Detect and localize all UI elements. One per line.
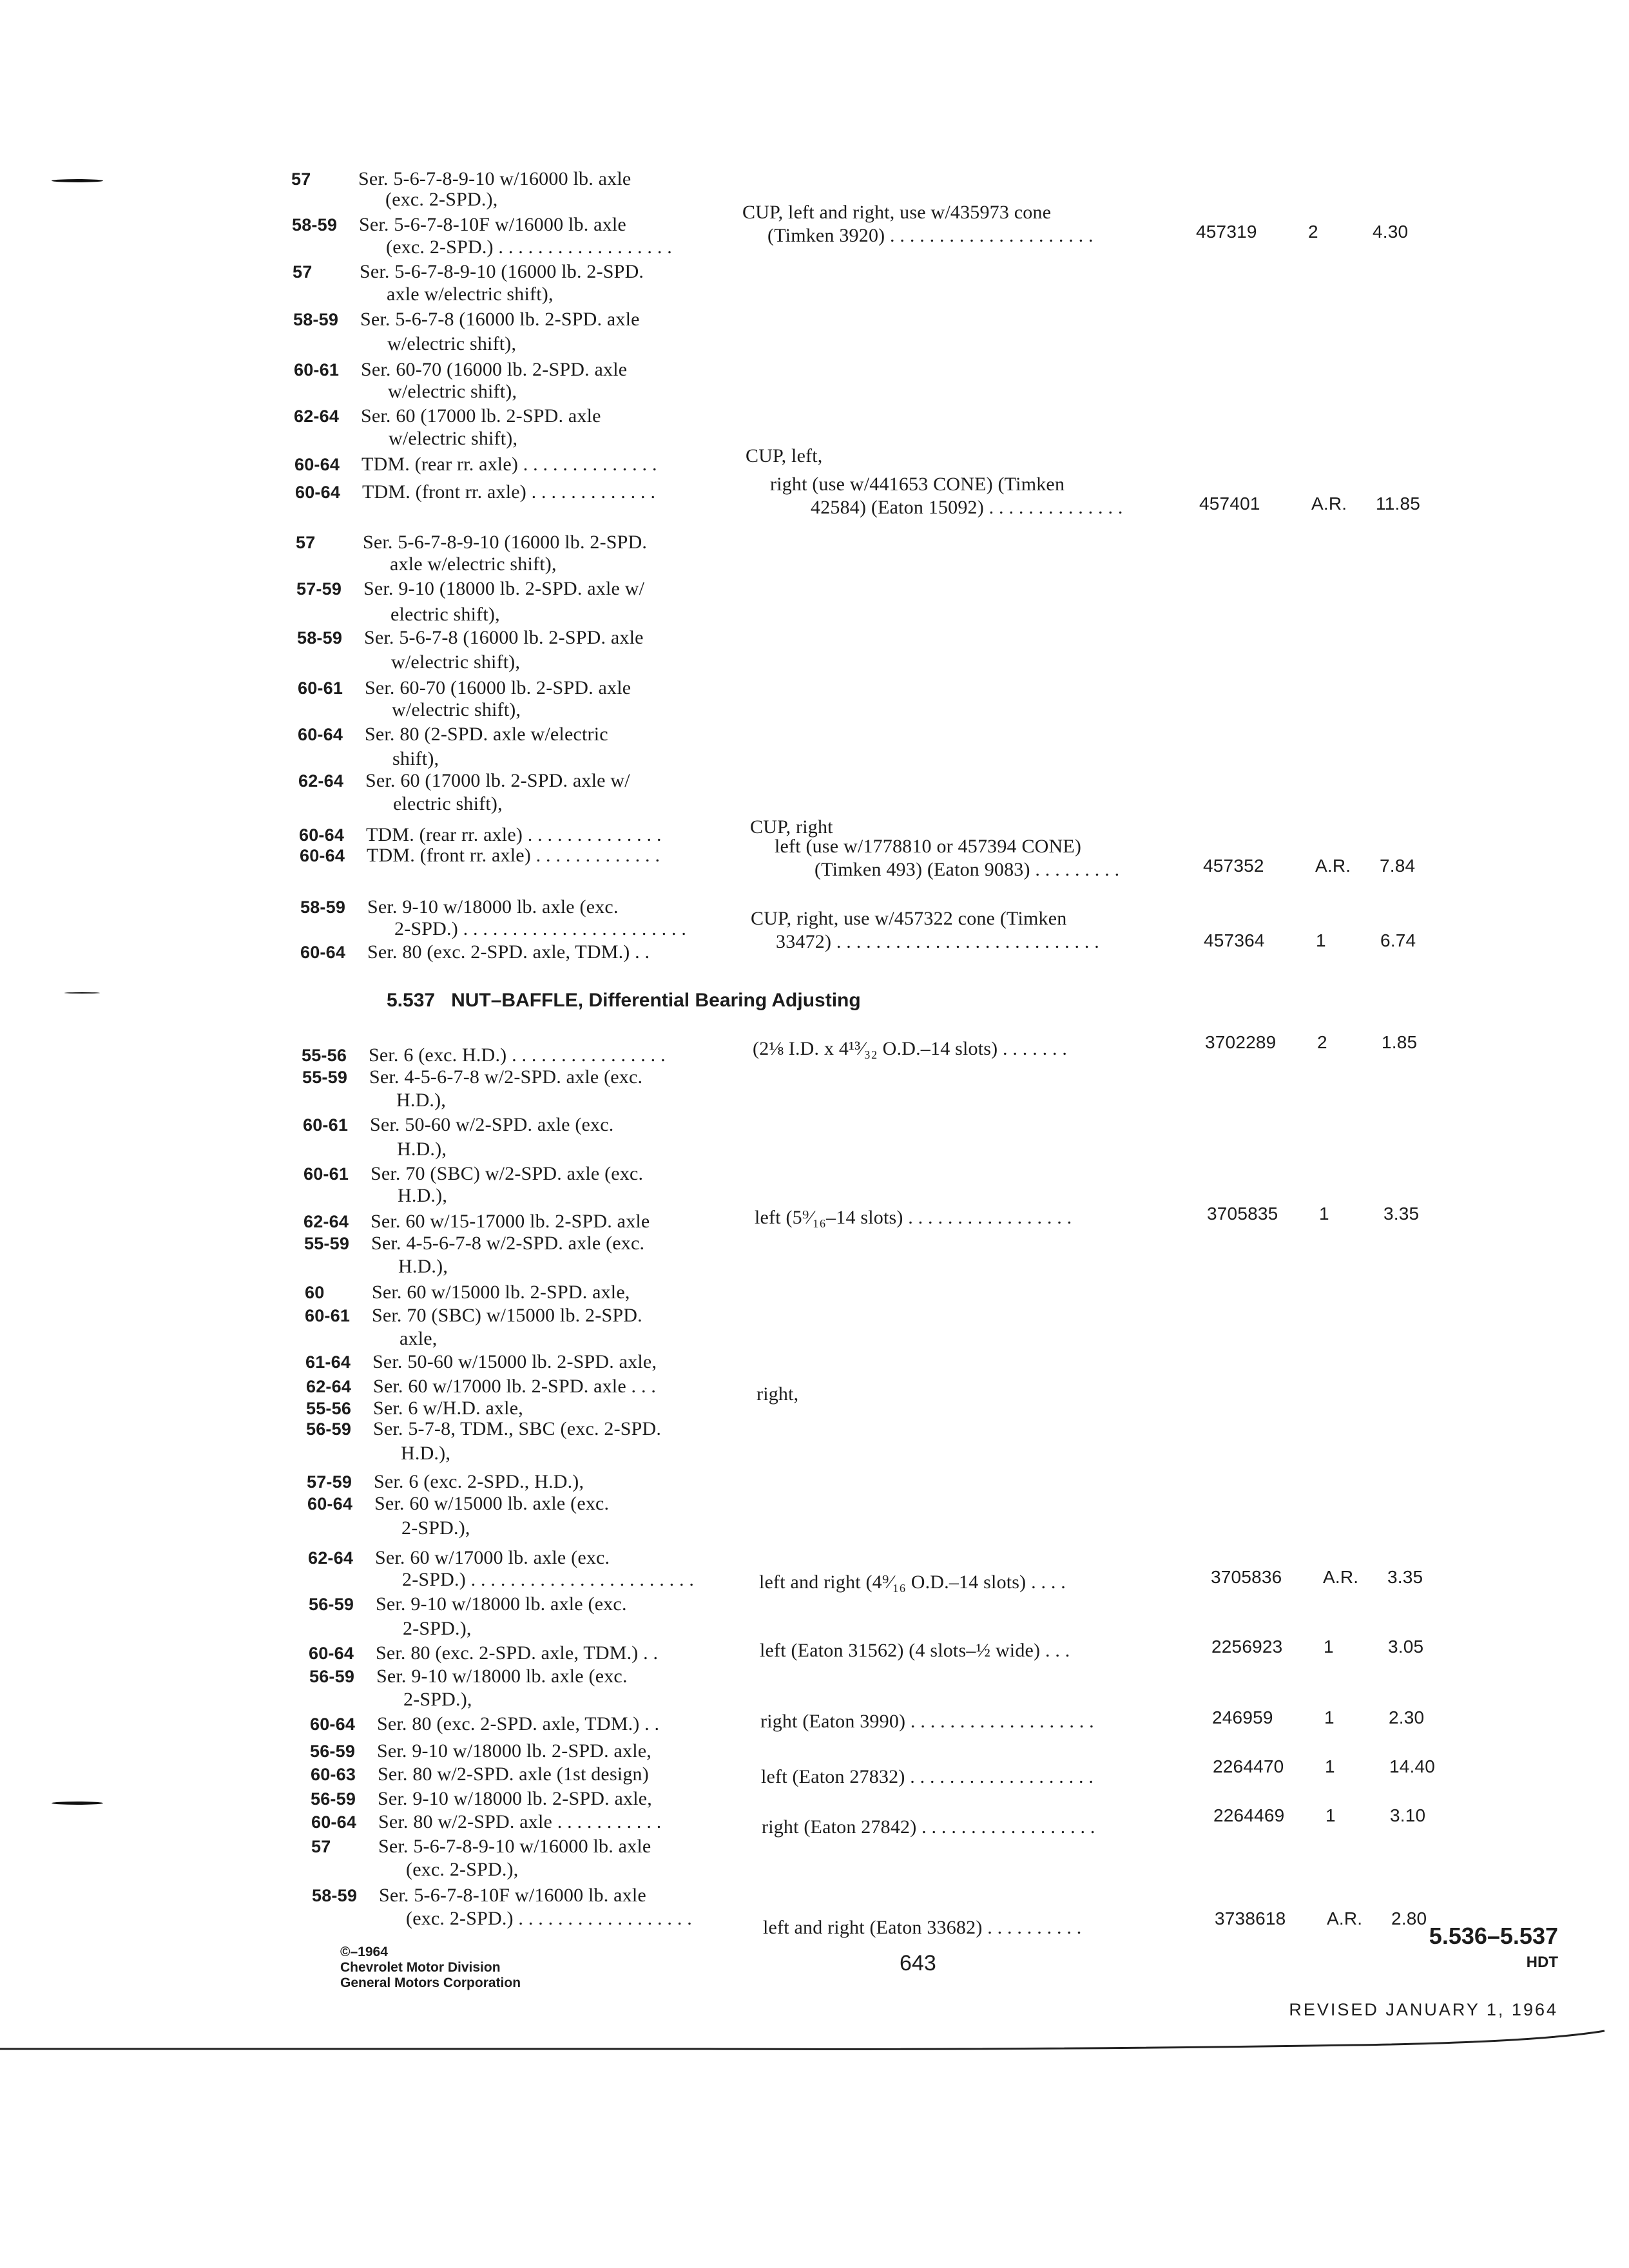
part-description: 42584) (Eaton 15092) . . . . . . . . . . . . . . — [811, 497, 1123, 518]
application-text: Ser. 9-10 w/18000 lb. 2-SPD. axle, — [378, 1788, 652, 1809]
application-text: 2-SPD.), — [403, 1618, 472, 1639]
application-text: Ser. 70 (SBC) w/2-SPD. axle (exc. — [371, 1163, 644, 1184]
application-text: Ser. 60 w/15000 lb. 2-SPD. axle, — [372, 1282, 630, 1303]
application-text: w/electric shift), — [392, 699, 521, 720]
application-text: Ser. 80 (2-SPD. axle w/electric — [365, 724, 608, 745]
price: 3.10 — [1390, 1805, 1426, 1825]
application-text: Ser. 60 w/15-17000 lb. 2-SPD. axle — [371, 1211, 650, 1232]
application-text: Ser. 9-10 w/18000 lb. axle (exc. — [376, 1666, 628, 1687]
quantity: 1 — [1316, 930, 1326, 950]
part-description: CUP, left, — [746, 445, 823, 466]
part-number: 3705835 — [1207, 1204, 1278, 1224]
application-text: Ser. 6 w/H.D. axle, — [373, 1398, 523, 1419]
part-description: right (Eaton 3990) . . . . . . . . . . . . . . . . . . . — [760, 1711, 1094, 1732]
model-years: 56-59 — [310, 1742, 356, 1761]
part-number: 3738618 — [1215, 1908, 1286, 1928]
model-years: 57-59 — [296, 579, 342, 599]
part-number: 457401 — [1199, 494, 1260, 514]
price: 2.30 — [1389, 1707, 1425, 1727]
application-text: shift), — [392, 748, 439, 769]
application-text: Ser. 80 (exc. 2-SPD. axle, TDM.) . . — [376, 1642, 659, 1664]
application-text: (exc. 2-SPD.), — [385, 189, 498, 210]
model-years: 60-61 — [304, 1164, 349, 1184]
quantity: A.R. — [1327, 1908, 1363, 1928]
part-description: right (use w/441653 CONE) (Timken — [770, 474, 1065, 495]
part-description: left (5⁹⁄₁₆–14 slots) . . . . . . . . . . . . . . . . . — [755, 1207, 1072, 1228]
application-text: Ser. 9-10 (18000 lb. 2-SPD. axle w/ — [363, 578, 645, 599]
model-years: 58-59 — [300, 898, 346, 917]
model-years: 60-64 — [295, 483, 341, 502]
application-text: H.D.), — [396, 1090, 447, 1111]
application-text: Ser. 5-6-7-8-9-10 w/16000 lb. axle — [358, 168, 631, 189]
application-text: 2-SPD.) . . . . . . . . . . . . . . . . . . . . . . . — [402, 1569, 695, 1590]
application-text: Ser. 9-10 w/18000 lb. axle (exc. — [376, 1593, 627, 1615]
model-years: 60-64 — [310, 1715, 356, 1734]
model-years: 58-59 — [297, 628, 343, 648]
model-years: 60-64 — [309, 1644, 354, 1663]
part-description: left (use w/1778810 or 457394 CONE) — [775, 836, 1082, 857]
quantity: 2 — [1317, 1032, 1327, 1052]
application-text: electric shift), — [390, 604, 500, 625]
part-description: left and right (4⁹⁄₁₆ O.D.–14 slots) . . . . — [759, 1571, 1066, 1593]
part-description: (Timken 493) (Eaton 9083) . . . . . . . . . — [815, 859, 1120, 880]
footer-rule — [0, 2023, 1629, 2062]
application-text: Ser. 5-7-8, TDM., SBC (exc. 2-SPD. — [373, 1418, 662, 1439]
section-number: 5.537 — [387, 990, 436, 1011]
application-text: 2-SPD.), — [403, 1689, 472, 1710]
application-text: TDM. (rear rr. axle) . . . . . . . . . . . . . . — [361, 454, 657, 475]
model-years: 57-59 — [307, 1472, 352, 1492]
page-number: 643 — [900, 1951, 936, 1975]
model-years: 60-61 — [305, 1306, 351, 1325]
application-text: Ser. 80 w/2-SPD. axle (1st design) — [378, 1763, 649, 1785]
application-text: Ser. 5-6-7-8 (16000 lb. 2-SPD. axle — [360, 309, 640, 330]
model-years: 57 — [293, 262, 313, 282]
application-text: (exc. 2-SPD.), — [406, 1859, 519, 1880]
price: 11.85 — [1376, 494, 1420, 514]
application-text: axle w/electric shift), — [387, 284, 554, 305]
application-text: w/electric shift), — [387, 333, 517, 354]
part-description: (2⅛ I.D. x 4¹³⁄₃₂ O.D.–14 slots) . . . . . . . — [753, 1038, 1068, 1059]
application-text: H.D.), — [398, 1185, 448, 1206]
model-years: 60 — [305, 1283, 325, 1302]
application-text: axle w/electric shift), — [390, 553, 557, 575]
part-description: CUP, left and right, use w/435973 cone — [742, 202, 1052, 223]
model-years: 60-64 — [299, 825, 345, 845]
application-text: axle, — [400, 1328, 438, 1349]
quantity: A.R. — [1323, 1567, 1359, 1587]
application-text: TDM. (rear rr. axle) . . . . . . . . . . . . . . — [366, 824, 662, 845]
application-text: Ser. 5-6-7-8-9-10 (16000 lb. 2-SPD. — [363, 532, 648, 553]
application-text: Ser. 60 (17000 lb. 2-SPD. axle — [361, 405, 601, 427]
application-text: H.D.), — [398, 1256, 448, 1277]
application-text: TDM. (front rr. axle) . . . . . . . . . . . . . — [362, 481, 656, 503]
division-name: Chevrolet Motor Division — [340, 1960, 501, 1975]
part-description: left (Eaton 27832) . . . . . . . . . . . . . . . . . . . — [761, 1766, 1094, 1787]
price: 2.80 — [1391, 1908, 1427, 1928]
part-description: left (Eaton 31562) (4 slots–½ wide) . . . — [760, 1640, 1070, 1661]
application-text: H.D.), — [397, 1139, 447, 1160]
part-description: right, — [757, 1383, 799, 1405]
application-text: Ser. 80 w/2-SPD. axle . . . . . . . . . . . — [378, 1811, 662, 1832]
quantity: A.R. — [1315, 856, 1351, 876]
application-text: (exc. 2-SPD.) . . . . . . . . . . . . . . . . . . — [386, 236, 672, 258]
part-number: 246959 — [1212, 1707, 1273, 1727]
price: 3.35 — [1387, 1567, 1423, 1587]
application-text: TDM. (front rr. axle) . . . . . . . . . . . . . — [367, 845, 660, 866]
application-text: Ser. 5-6-7-8-9-10 (16000 lb. 2-SPD. — [360, 261, 644, 282]
application-text: Ser. 70 (SBC) w/15000 lb. 2-SPD. — [372, 1305, 642, 1326]
application-text: 2-SPD.), — [401, 1517, 470, 1539]
model-years: 55-59 — [302, 1068, 348, 1087]
model-years: 62-64 — [294, 407, 340, 426]
application-text: w/electric shift), — [391, 651, 521, 673]
price: 3.05 — [1388, 1637, 1424, 1657]
model-years: 58-59 — [292, 215, 338, 235]
part-number: 457352 — [1203, 856, 1264, 876]
section-reference: 5.536–5.537 — [1429, 1923, 1558, 1949]
application-text: Ser. 50-60 w/2-SPD. axle (exc. — [370, 1114, 614, 1135]
model-years: 60-64 — [298, 725, 343, 744]
model-years: 60-64 — [300, 943, 346, 962]
model-years: 60-61 — [298, 678, 343, 698]
part-number: 2256923 — [1211, 1637, 1283, 1657]
quantity: 1 — [1324, 1637, 1334, 1657]
application-text: Ser. 80 (exc. 2-SPD. axle, TDM.) . . — [367, 941, 650, 963]
application-text: Ser. 80 (exc. 2-SPD. axle, TDM.) . . — [377, 1713, 660, 1735]
model-years: 58-59 — [293, 310, 339, 329]
quantity: 1 — [1319, 1204, 1329, 1224]
model-years: 62-64 — [306, 1377, 352, 1396]
application-text: Ser. 9-10 w/18000 lb. axle (exc. — [367, 896, 619, 918]
model-years: 60-63 — [311, 1765, 356, 1784]
corporation-name: General Motors Corporation — [340, 1975, 521, 1990]
model-years: 56-59 — [311, 1789, 356, 1809]
application-text: Ser. 60 w/17000 lb. 2-SPD. axle . . . — [373, 1376, 657, 1397]
part-number: 457364 — [1204, 930, 1265, 950]
part-description: (Timken 3920) . . . . . . . . . . . . . . . . . . . . . — [767, 225, 1094, 246]
model-years: 55-56 — [302, 1046, 347, 1065]
model-years: 62-64 — [304, 1212, 349, 1231]
price: 7.84 — [1380, 856, 1416, 876]
application-text: Ser. 5-6-7-8-10F w/16000 lb. axle — [359, 214, 626, 235]
model-years: 62-64 — [298, 771, 344, 791]
part-number: 3705836 — [1211, 1567, 1282, 1587]
model-years: 62-64 — [308, 1548, 354, 1568]
binder-hole-mark — [52, 179, 103, 182]
application-text: Ser. 60 w/17000 lb. axle (exc. — [375, 1547, 610, 1568]
application-text: (exc. 2-SPD.) . . . . . . . . . . . . . . . . . . — [406, 1908, 692, 1929]
application-text: Ser. 4-5-6-7-8 w/2-SPD. axle (exc. — [371, 1233, 645, 1254]
quantity: 1 — [1325, 1756, 1335, 1776]
model-years: 57 — [311, 1837, 331, 1856]
binder-hole-mark — [64, 992, 100, 994]
application-text: Ser. 50-60 w/15000 lb. 2-SPD. axle, — [372, 1351, 657, 1372]
part-number: 3702289 — [1205, 1032, 1277, 1052]
price: 3.35 — [1383, 1204, 1420, 1224]
application-text: Ser. 6 (exc. H.D.) . . . . . . . . . . . . . . . . — [369, 1044, 666, 1066]
application-text: electric shift), — [393, 793, 503, 814]
revision-date: REVISED JANUARY 1, 1964 — [1289, 2000, 1558, 2019]
application-text: w/electric shift), — [388, 381, 517, 402]
section-heading — [387, 990, 861, 1012]
part-number: 457319 — [1196, 222, 1257, 242]
model-years: 58-59 — [312, 1886, 358, 1905]
model-years: 56-59 — [306, 1419, 352, 1439]
part-description: 33472) . . . . . . . . . . . . . . . . . . . . . . . . . . . — [776, 931, 1099, 952]
copyright-block — [340, 1945, 521, 1991]
model-years: 61-64 — [305, 1352, 351, 1372]
application-text: Ser. 60 w/15000 lb. axle (exc. — [374, 1493, 610, 1514]
part-description: CUP, right — [750, 816, 833, 838]
model-years: 60-64 — [300, 846, 345, 865]
price: 1.85 — [1382, 1032, 1418, 1052]
model-years: 60-64 — [307, 1494, 353, 1514]
application-text: Ser. 6 (exc. 2-SPD., H.D.), — [374, 1471, 584, 1492]
quantity: A.R. — [1311, 494, 1347, 514]
quantity: 1 — [1324, 1707, 1335, 1727]
price: 14.40 — [1389, 1756, 1436, 1776]
model-years: 60-61 — [294, 360, 340, 380]
quantity: 2 — [1308, 222, 1318, 242]
application-text: H.D.), — [401, 1443, 451, 1464]
part-description: CUP, right, use w/457322 cone (Timken — [751, 908, 1067, 929]
application-text: Ser. 5-6-7-8-10F w/16000 lb. axle — [379, 1885, 646, 1906]
model-years: 55-56 — [306, 1399, 352, 1418]
binder-hole-mark — [52, 1802, 103, 1805]
price: 6.74 — [1380, 930, 1416, 950]
model-years: 57 — [296, 533, 316, 552]
model-years: 60-64 — [311, 1812, 357, 1832]
model-years: 60-61 — [303, 1115, 349, 1135]
application-text: Ser. 4-5-6-7-8 w/2-SPD. axle (exc. — [369, 1066, 643, 1088]
application-text: 2-SPD.) . . . . . . . . . . . . . . . . . . . . . . . — [394, 918, 687, 939]
model-years: 57 — [291, 169, 311, 189]
part-number: 2264470 — [1213, 1756, 1284, 1776]
model-years: 55-59 — [304, 1234, 350, 1253]
catalog-code: HDT — [1526, 1954, 1558, 1971]
application-text: Ser. 5-6-7-8 (16000 lb. 2-SPD. axle — [364, 627, 644, 648]
application-text: Ser. 9-10 w/18000 lb. 2-SPD. axle, — [377, 1740, 651, 1762]
application-text: w/electric shift), — [389, 428, 518, 449]
model-years: 60-64 — [294, 455, 340, 474]
part-description: left and right (Eaton 33682) . . . . . . . . . . — [763, 1917, 1082, 1938]
price: 4.30 — [1373, 222, 1409, 242]
section-title: NUT–BAFFLE, — [451, 990, 584, 1011]
part-description: right (Eaton 27842) . . . . . . . . . . . . . . . . . . — [762, 1816, 1095, 1838]
application-text: Ser. 60-70 (16000 lb. 2-SPD. axle — [365, 677, 631, 698]
section-subtitle: Differential Bearing Adjusting — [588, 990, 861, 1011]
model-years: 56-59 — [309, 1667, 355, 1686]
copyright: ©–1964 — [340, 1945, 388, 1959]
model-years: 56-59 — [309, 1595, 354, 1614]
part-number: 2264469 — [1213, 1805, 1285, 1825]
quantity: 1 — [1325, 1805, 1336, 1825]
application-text: Ser. 60 (17000 lb. 2-SPD. axle w/ — [365, 770, 630, 791]
application-text: Ser. 60-70 (16000 lb. 2-SPD. axle — [361, 359, 628, 380]
application-text: Ser. 5-6-7-8-9-10 w/16000 lb. axle — [378, 1836, 651, 1857]
